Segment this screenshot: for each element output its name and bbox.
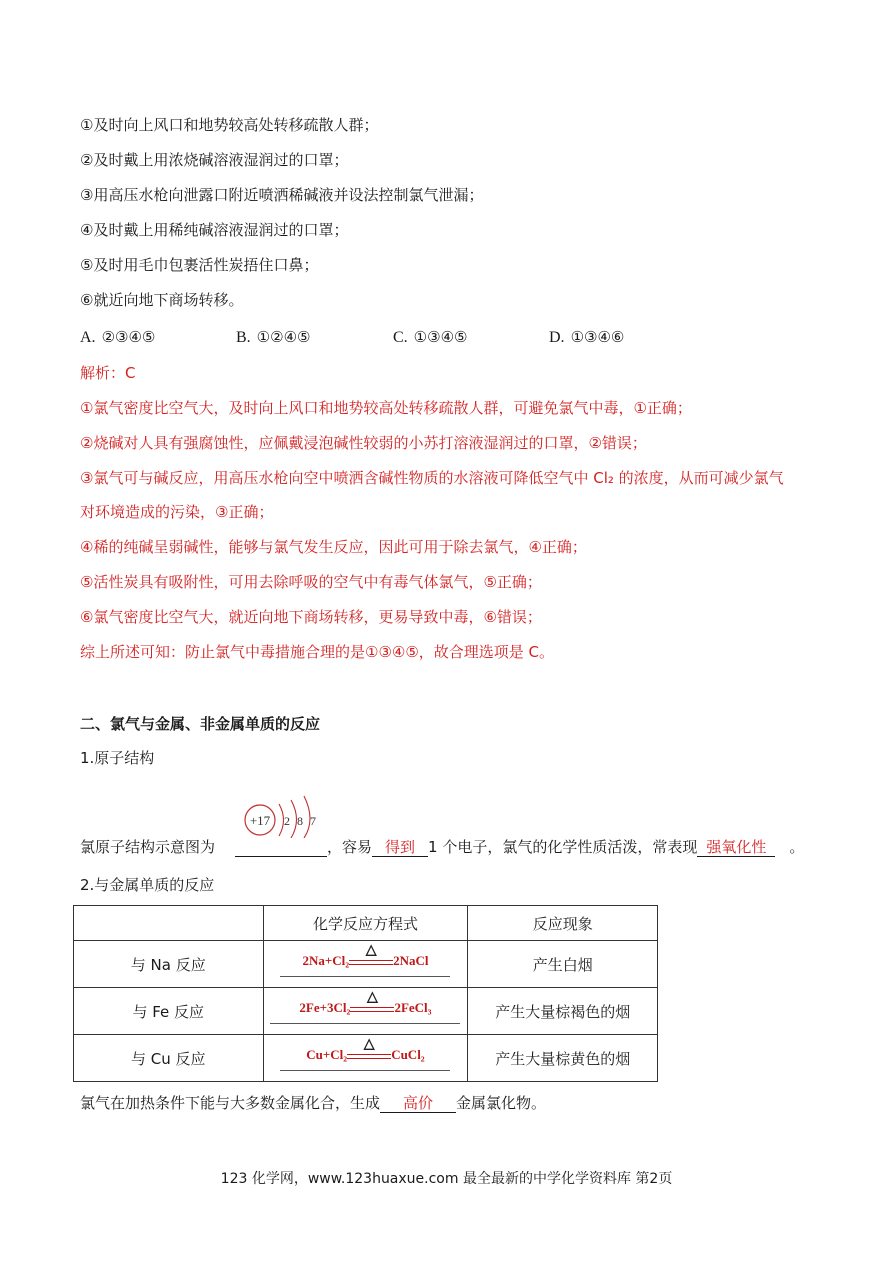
- analysis-line-1: ①氯气密度比空气大，及时向上风口和地势较高处转移疏散人群，可避免氯气中毒，①正确；: [80, 399, 692, 417]
- equals-arrow: [349, 942, 393, 970]
- analysis-line-7: ⑥氯气密度比空气大，就近向地下商场转移，更易导致中毒，⑥错误；: [80, 608, 542, 626]
- nucleus-charge: +17: [249, 813, 271, 828]
- chlorine-atom-diagram: [238, 782, 324, 838]
- section-heading: 二、氯气与金属、非金属单质的反应: [80, 715, 321, 733]
- equals-arrow: [350, 989, 394, 1017]
- equation-cell: [263, 1035, 468, 1082]
- question-item-1: ①及时向上风口和地势较高处转移疏散人群；: [80, 116, 379, 134]
- option-d: [549, 326, 624, 349]
- blank-high-valence: 高价: [380, 1094, 456, 1113]
- option-d-letter: D.: [549, 329, 565, 346]
- sentence-prefix: 氯原子结构示意图为: [80, 838, 216, 856]
- page-footer: 123 化学网，www.123huaxue.com 最全最新的中学化学资料库 第2页: [220, 1171, 673, 1187]
- sentence-mid2: 1 个电子，氯气的化学性质活泼，常表现: [428, 838, 698, 856]
- chemical-equation: [270, 989, 460, 1023]
- analysis-title: 解析：C: [80, 364, 136, 382]
- electron-shell-1: [279, 804, 284, 836]
- question-item-5: ⑤及时用毛巾包裹活性炭捂住口鼻；: [80, 256, 319, 274]
- conclusion-sentence: [80, 1092, 546, 1114]
- sentence-suffix: 。: [789, 838, 805, 856]
- header-equation: 化学反应方程式: [263, 906, 468, 941]
- question-item-2: ②及时戴上用浓烧碱溶液湿润过的口罩；: [80, 151, 349, 169]
- chemical-equation: [280, 942, 450, 976]
- header-empty: [74, 906, 264, 941]
- blank-strong-oxidizing: 强氧化性: [697, 838, 775, 857]
- row-label: 与 Na 反应: [74, 941, 264, 988]
- equation-reactants: 2Fe+3Cl₂: [299, 1000, 351, 1016]
- atom-structure-sentence: [80, 836, 804, 858]
- option-c-letter: C.: [393, 329, 408, 346]
- electron-shell-2: [291, 800, 297, 838]
- analysis-line-4: 对环境造成的污染，③正确；: [80, 503, 274, 521]
- phenomenon-cell: 产生白烟: [468, 941, 658, 988]
- table-row: [74, 1035, 658, 1082]
- subsection-metal-reactions: 2.与金属单质的反应: [80, 876, 215, 894]
- shell-2-electrons: 8: [297, 814, 303, 828]
- row-label: 与 Cu 反应: [74, 1035, 264, 1082]
- analysis-line-2: ②烧碱对人具有强腐蚀性，应佩戴浸泡碱性较弱的小苏打溶液湿润过的口罩，②错误；: [80, 434, 647, 452]
- equation-reactants: 2Na+Cl₂: [302, 953, 350, 969]
- blank-gain-electron: 得到: [372, 838, 428, 857]
- analysis-line-3: ③氯气可与碱反应，用高压水枪向空中喷洒含碱性物质的水溶液可降低空气中 Cl₂ 的浓度，从而可减少氯气: [80, 469, 784, 487]
- equation-products: 2FeCl₃: [394, 1000, 432, 1016]
- heat-condition-icon: △: [367, 989, 378, 1005]
- option-c: [393, 326, 467, 349]
- diagram-blank-line: [235, 838, 327, 857]
- equation-reactants: Cu+Cl₂: [306, 1047, 348, 1063]
- analysis-line-6: ⑤活性炭具有吸附性，可用去除呼吸的空气中有毒气体氯气，⑤正确；: [80, 573, 542, 591]
- shell-1-electrons: 2: [284, 814, 290, 828]
- reaction-table: [73, 905, 658, 1082]
- conclusion-suffix: 金属氯化物。: [456, 1094, 547, 1112]
- option-c-text: ①③④⑤: [413, 328, 468, 346]
- phenomenon-cell: 产生大量棕黄色的烟: [468, 1035, 658, 1082]
- table-row: [74, 941, 658, 988]
- question-item-3: ③用高压水枪向泄露口附近喷洒稀碱液并设法控制氯气泄漏；: [80, 186, 484, 204]
- option-d-text: ①③④⑥: [570, 328, 625, 346]
- option-b-text: ①②④⑤: [256, 328, 311, 346]
- row-label: 与 Fe 反应: [74, 988, 264, 1035]
- analysis-line-8: 综上所述可知：防止氯气中毒措施合理的是①③④⑤，故合理选项是 C。: [80, 643, 555, 661]
- equation-cell: [263, 941, 468, 988]
- option-a: [80, 326, 155, 349]
- option-a-letter: A.: [80, 329, 96, 346]
- question-item-6: ⑥就近向地下商场转移。: [80, 291, 244, 309]
- shell-3-electrons: 7: [310, 814, 316, 828]
- chemical-equation: [280, 1036, 450, 1070]
- table-row: [74, 988, 658, 1035]
- header-phenomenon: 反应现象: [468, 906, 658, 941]
- table-header-row: [74, 906, 658, 941]
- option-b-letter: B.: [236, 329, 251, 346]
- heat-condition-icon: △: [365, 942, 377, 958]
- heat-condition-icon: △: [363, 1036, 375, 1052]
- analysis-line-5: ④稀的纯碱呈弱碱性，能够与氯气发生反应，因此可用于除去氯气，④正确；: [80, 538, 587, 556]
- conclusion-prefix: 氯气在加热条件下能与大多数金属化合，生成: [80, 1094, 381, 1112]
- equation-products: CuCl₂: [391, 1047, 425, 1063]
- equation-products: 2NaCl: [393, 953, 429, 969]
- option-a-text: ②③④⑤: [101, 328, 156, 346]
- subsection-atomic-structure: 1.原子结构: [80, 749, 155, 767]
- equals-arrow: [347, 1036, 391, 1064]
- sentence-mid1: ，容易: [327, 838, 373, 856]
- option-b: [236, 326, 310, 349]
- equation-cell: [263, 988, 468, 1035]
- phenomenon-cell: 产生大量棕褐色的烟: [468, 988, 658, 1035]
- question-item-4: ④及时戴上用稀纯碱溶液湿润过的口罩；: [80, 221, 349, 239]
